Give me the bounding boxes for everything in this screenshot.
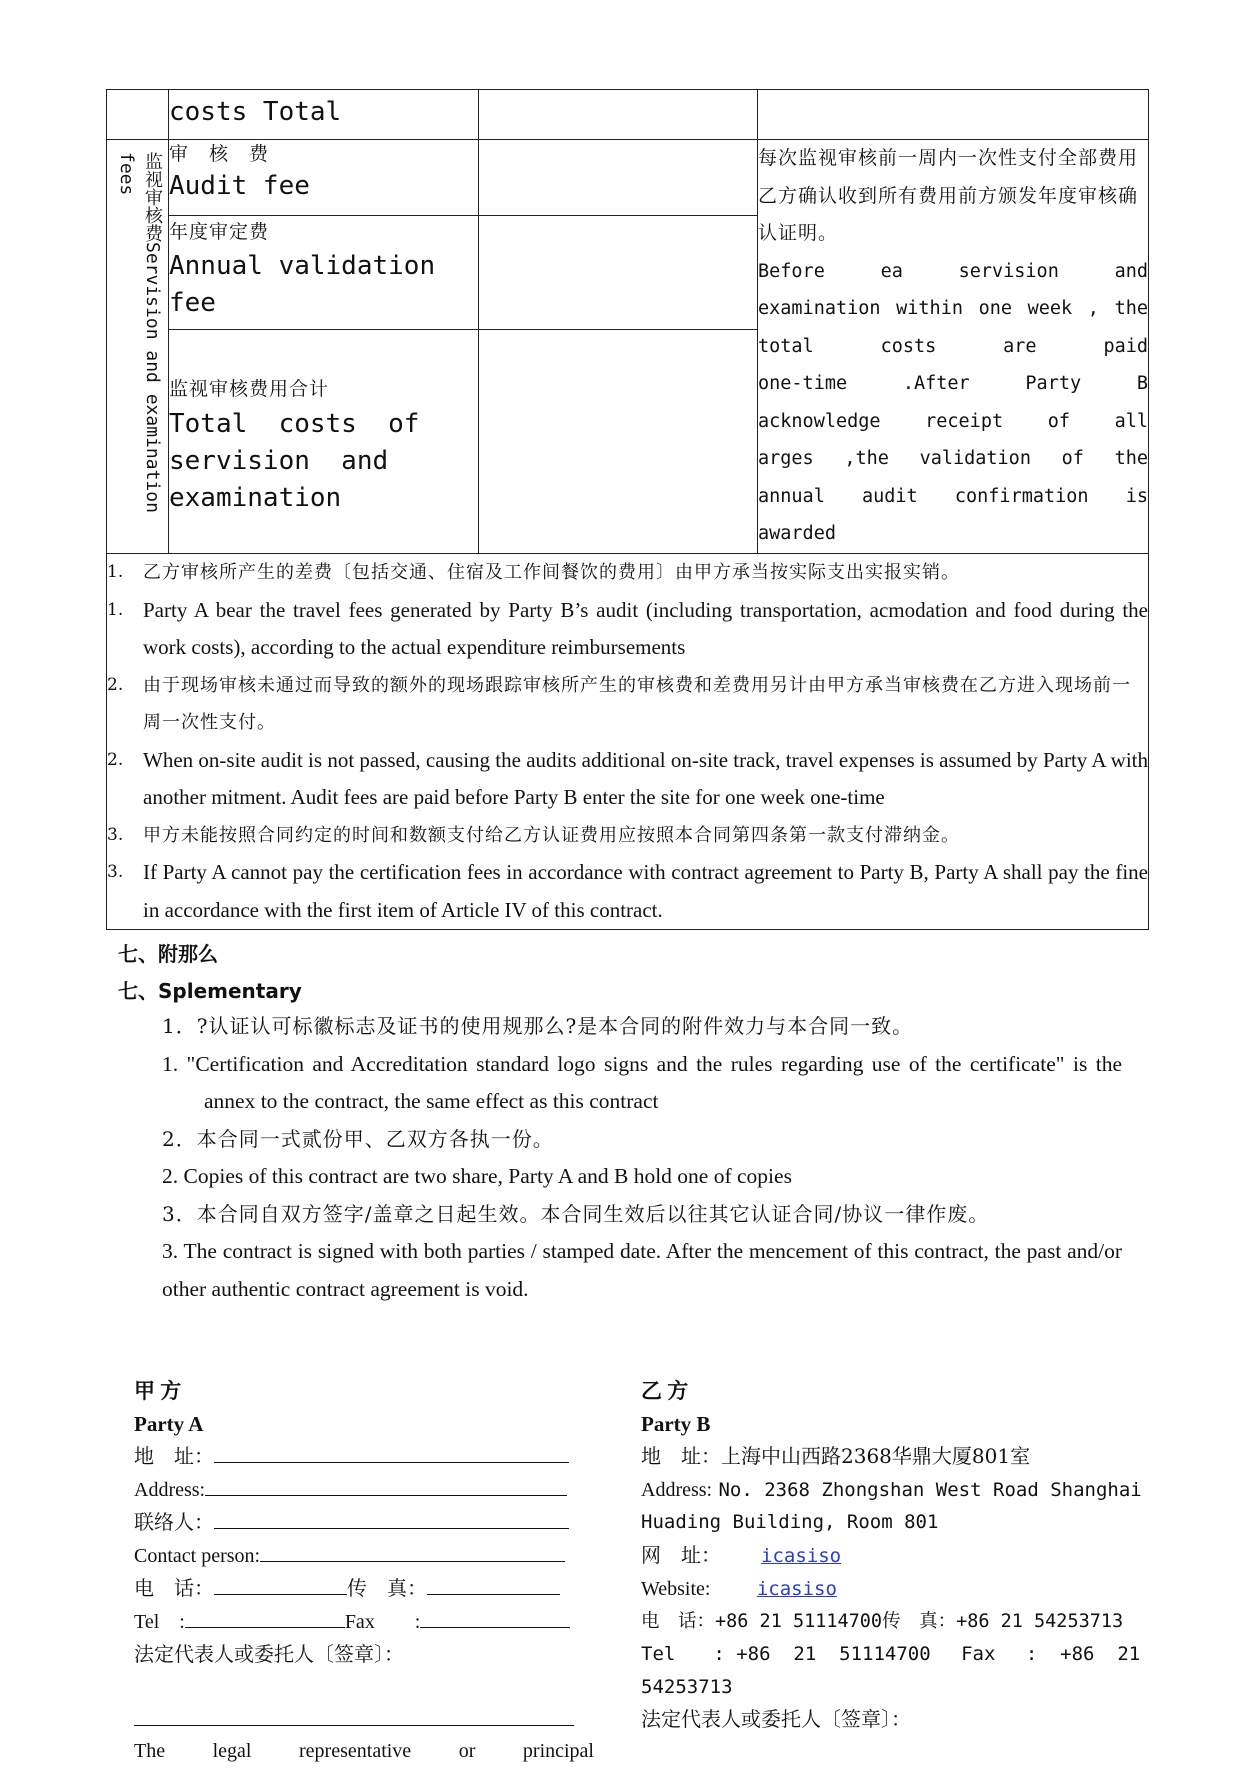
supp-item-3-en: 3. The contract is signed with both parties / stamped date. After the mencement of this contract, the past and/or other authentic contract agreement is void. [162,1239,1122,1301]
payment-note-en-2: examination within one week , the [758,298,1148,319]
supp-item-2-en: 2. Copies of this contract are two share, Party A and B hold one of copies [162,1164,792,1188]
note-3-en: 3. If Party A cannot pay the certification fees in accordance with contract agreement to Party B, Party A shall pay the fine in accordance with the first item of Article IV of this contract. [107,860,1148,922]
total-fee-en-1: Total costs of [169,409,420,439]
party-a-legal-cn: 法定代表人或委托人〔签章〕： [134,1642,404,1666]
party-b-address-cn: 地 址：上海中山西路2368华鼎大厦801室 [641,1444,1031,1468]
supp-item-1-cn: 1．?认证认可标徽标志及证书的使用规那么?是本合同的附件效力与本合同一致。 [162,1014,914,1038]
annual-fee-cn: 年度审定费 [169,221,270,243]
payment-note-cn-3: 认证明。 [758,222,839,244]
party-b-tel-fax-cn: 电 话：+86 21 51114700传 真：+86 21 54253713 [641,1610,1124,1632]
party-a-contact-en: Contact person: [134,1539,594,1573]
party-b-block [641,1375,1151,1736]
party-b-web-en: Website: icasiso [641,1572,1151,1606]
party-b-title-en: Party B [641,1411,711,1436]
address-en-field[interactable] [205,1473,567,1496]
category-label: 监视审核费Servision and examination fees [116,152,163,513]
payment-note-en-4: one-time .After Party B [758,373,1148,394]
category-cell [107,140,169,554]
party-a-block [134,1375,594,1768]
total-fee-en-2: servision and [169,446,389,476]
total-fee-cn: 监视审核费用合计 [169,378,330,400]
party-b-address-en-2: Huading Building, Room 801 [641,1511,939,1533]
payment-note-en-1: Before ea servision and [758,260,1148,282]
payment-note-en-8: awarded [758,523,836,544]
tel-cn-field[interactable] [214,1572,347,1595]
supp-item-3-cn: 3．本合同自双方签字/盖章之日起生效。本合同生效后以往其它认证合同/协议一律作废。 [162,1201,990,1226]
supp-item-1-en-1: 1. "Certification and Accreditation standard logo signs and the rules regarding use of the certificate" is the [162,1051,1122,1076]
payment-note-en-3: total costs are paid [758,335,1148,357]
costs-total-row [107,90,1149,140]
supplementary-title-en: 七、Splementary [118,979,302,1003]
party-a-address-en: Address: [134,1473,594,1507]
note-3-cn: 3. 甲方未能按照合同约定的时间和数额支付给乙方认证费用应按照本合同第四条第一款支付滞纳金。 [107,824,960,846]
address-cn-field[interactable] [214,1440,569,1463]
party-b-web-cn: 网 址： icasiso [641,1539,1151,1573]
supplementary-title-cn: 七、附那么 [118,942,218,966]
party-a-legal-en: The legal representative or principal [134,1740,594,1762]
website-link-en[interactable]: icasiso [756,1578,837,1600]
supp-item-1-en-2: annex to the contract, the same effect as this contract [204,1089,659,1113]
tel-en-field[interactable] [185,1605,345,1628]
party-a-address-cn: 地 址： [134,1440,594,1473]
audit-fee-cn: 审 核 费 [169,143,270,165]
fee-table [106,89,1149,930]
annual-fee-en-2: fee [169,288,216,318]
supplementary-list [162,1008,1122,1308]
party-a-signature-line[interactable] [134,1703,594,1736]
note-2-cn: 2. 由于现场审核未通过而导致的额外的现场跟踪审核所产生的审核费和差费用另计由甲方承当审核费在乙方进入现场前一周一次性支付。 [107,674,1131,733]
payment-note-cn-1: 每次监视审核前一周内一次性支付全部费用 [758,147,1139,169]
contact-cn-field[interactable] [214,1506,569,1529]
annual-fee-en-1: Annual validation [169,251,436,281]
party-b-title-cn: 乙 方 [641,1379,689,1403]
party-b-tel-fax-en-2: 54253713 [641,1675,733,1698]
party-a-contact-cn: 联络人： [134,1506,594,1539]
website-link-cn[interactable]: icasiso [761,1544,842,1567]
note-1-en: 1. Party A bear the travel fees generated by Party B’s audit (including transportation, acmodation and food during the work costs), according to the actual expenditure reimbursements [107,597,1148,659]
total-fee-en-3: examination [169,483,342,513]
payment-note-en-6: arges ,the validation of the [758,448,1148,469]
party-a-title-en: Party A [134,1411,204,1436]
note-2-en: 2. When on-site audit is not passed, causing the audits additional on-site track, travel expenses is assumed by Party A with another mitment. Audit fees are paid before Party B enter the site for one week one-time [107,747,1148,809]
payment-note-cell [758,140,1149,554]
audit-fee-row [107,140,1149,216]
fax-en-field[interactable] [420,1605,570,1628]
payment-note-en-5: acknowledge receipt of all [758,410,1148,432]
costs-total-label: costs Total [169,97,342,127]
supp-item-2-cn: 2．本合同一式贰份甲、乙双方各执一份。 [162,1126,554,1151]
contact-en-field[interactable] [260,1539,565,1562]
notes-row [107,554,1149,930]
audit-fee-en: Audit fee [169,171,310,201]
party-a-tel-fax-cn: 电 话： 传 真： [134,1572,594,1605]
party-b-legal-cn: 法定代表人或委托人〔签章〕： [641,1707,911,1731]
payment-note-en-7: annual audit confirmation is [758,485,1148,507]
party-b-tel-fax-en-1: Tel : +86 21 51114700 Fax : +86 21 [641,1643,1141,1665]
payment-note-cn-2: 乙方确认收到所有费用前方颁发年度审核确 [758,184,1139,207]
fax-cn-field[interactable] [427,1572,560,1595]
party-a-tel-fax-en: Tel : Fax : [134,1605,594,1639]
party-a-title-cn: 甲 方 [134,1379,182,1403]
party-b-address-en: Address: No. 2368 Zhongshan West Road Shanghai [641,1478,1142,1501]
note-1-cn: 1. 乙方审核所产生的差费〔包括交通、住宿及工作间餐饮的费用〕由甲方承当按实际支出实报实销。 [107,562,960,583]
